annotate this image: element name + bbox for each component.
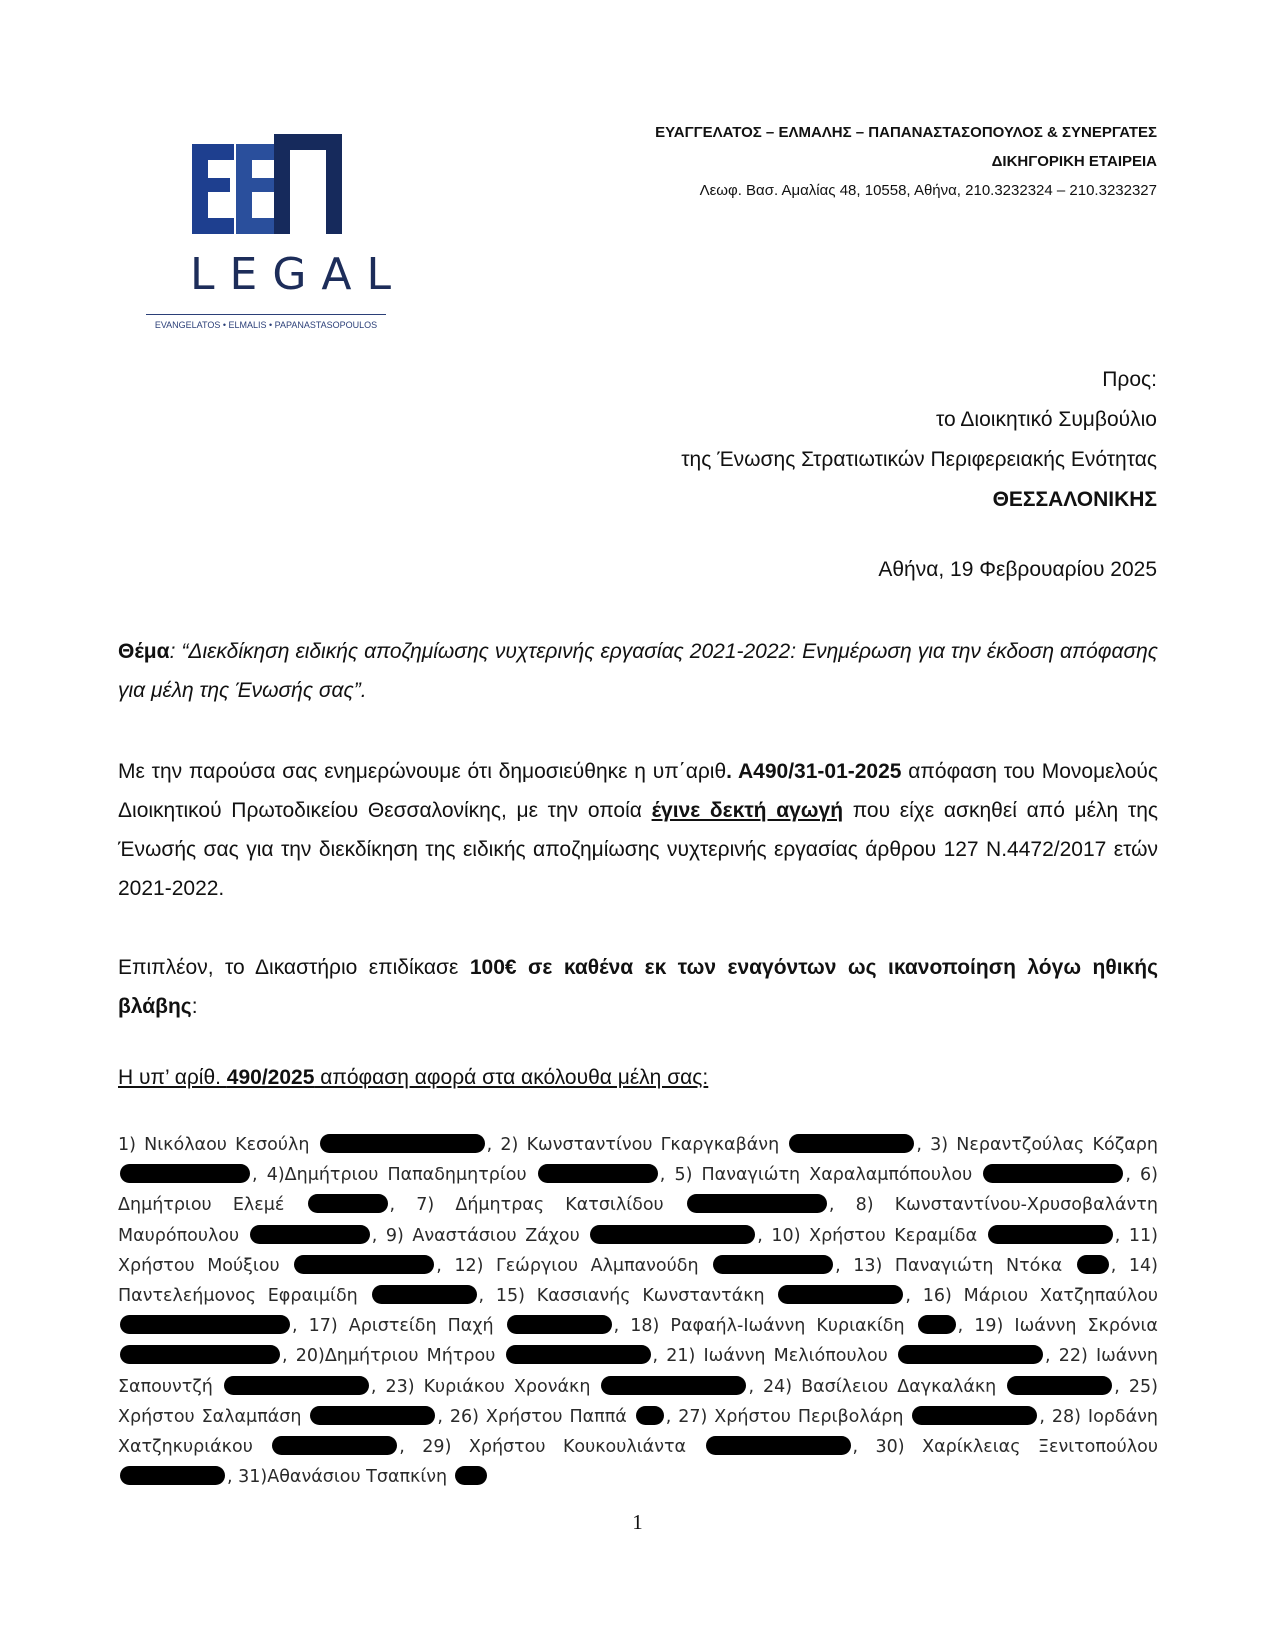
member-name: 25) Χρήστου Σαλαμπάση [118,1376,1158,1427]
member-item [450,1407,666,1427]
p1-text-1: Με την παρούσα σας ενημερώνουμε ότι δημοσιεύθηκε η υπ΄αριθ [118,760,727,783]
recipient-line1: το Διοικητικό Συμβούλιο [936,408,1157,431]
paragraph-decision [118,752,1158,908]
redaction-bar [713,1255,833,1274]
redaction-bar [320,1134,485,1153]
member-name: 14) Παντελεήμονος Εφραιμίδη [118,1255,1158,1307]
redaction-bar [636,1406,664,1425]
member-name: 17) Αριστείδη Παχή [308,1316,494,1337]
redaction-bar [912,1406,1037,1425]
recipient-city: ΘΕΣΣΑΛΟΝΙΚΗΣ [992,488,1157,511]
p1-text-3: που είχε ασκηθεί από μέλη της Ένωσής σας για την διεκδίκηση της ειδικής αποζημίωσης νυχτερινής εργασίας άρθρου 127 Ν.4472/2017 ετών 2021-2022. [118,799,1158,900]
member-name: 20)Δημήτριου Μήτρου [295,1346,496,1367]
decision-number: . Α490/31-01-2025 [726,760,902,783]
redaction-bar [538,1164,658,1183]
member-item [630,1316,957,1336]
logo-subtitle: EVANGELATOS • ELMALIS • PAPANASTASOPOULOS [154,320,378,330]
member-item [385,1377,748,1397]
recipient-line2: της Ένωσης Στρατιωτικών Περιφερειακής Ενότητας [681,448,1157,471]
redaction-bar [1077,1255,1109,1274]
redaction-bar [294,1255,434,1274]
member-name: 11) Χρήστου Μούξιου [118,1225,1158,1276]
member-item [763,1377,1114,1397]
recipient-to: Προς: [1102,368,1157,391]
member-name: 1) Νικόλαου Κεσούλη [118,1135,310,1155]
member-item [386,1226,757,1246]
redaction-bar [507,1315,612,1334]
paragraph-damages [118,948,1158,1026]
redaction-bar [120,1164,250,1183]
member-name: 30) Χαρίκλειας Ξενιτοπούλου [875,1437,1158,1458]
damages-amount: 100€ σε καθένα εκ των εναγόντων ως ικανοποίηση λόγω ηθικής βλάβης [118,956,1159,1018]
member-item [267,1165,660,1185]
member-name: 21) Ιωάννη Μελιόπουλου [666,1346,888,1367]
members-list: 1) Νικόλαου Κεσούλη , 2) Κωνσταντίνου Γκαργκαβάνη , 3) Νεραντζούλας Κόζαρη , 4)Δημήτριου Παπαδημητρίου , 5) Παναγιώτη Χαραλαμπόπουλου , 6) Δημήτριου Ελεμέ , 7) Δήμητρας Κατσιλίδου , 8) Κωνσταντίνου-Χρυσοβαλάντη Μαυρόπουλου , 9) Αναστάσιου Ζάχου , 10) Χρήστου Κεραμίδα , 11) Χρήστου Μούξιου , 12) Γεώργιου Αλμπανούδη , 13) Παναγιώτη Ντόκα , 14) Παντελεήμονος Εφραιμίδη , 15) Κασσιανής Κωνσταντάκη , 16) Μάριου Χατζηπαύλου , 17) Αριστείδη Παχή , 18) Ραφαήλ-Ιωάννη Κυριακίδη , 19) Ιωάννη Σκρόνια , 20)Δημήτριου Μήτρου , 21) Ιωάννη Μελιόπουλου , 22) Ιωάννη Σαπουντζή , 23) Κυριάκου Χρονάκη , 24) Βασίλειου Δαγκαλάκη , 25) Χρήστου Σαλαμπάση , 26) Χρήστου Παππά , 27) Χρήστου Περιβολάρη , 28) Ιορδάνη Χατζηκυριάκου , 29) Χρήστου Κουκουλιάντα , 30) Χαρίκλειας Ξενιτοπούλου , 31)Αθανάσιου Τσαπκίνη [118,1135,1158,1488]
redaction-bar [590,1225,755,1244]
subject-label: Θέμα [118,640,170,663]
logo-mark-icon [192,134,342,244]
redaction-bar [506,1345,651,1364]
member-name: 24) Βασίλειου Δαγκαλάκη [763,1376,997,1397]
member-item [853,1256,1111,1276]
member-item [500,1135,916,1155]
member-name: 23) Κυριάκου Χρονάκη [385,1376,591,1397]
logo-rule [146,314,386,315]
member-name: 8) Κωνσταντίνου-Χρυσοβαλάντη Μαυρόπουλου [118,1195,1158,1246]
redaction-bar [120,1345,280,1364]
member-item [674,1165,1125,1185]
claim-accepted: έγινε δεκτή αγωγή [651,799,844,822]
list-title-text-1: Η υπ’ αρίθ. [118,1066,227,1089]
member-name: 16) Μάριου Χατζηπαύλου [922,1286,1158,1307]
member-item [422,1437,852,1457]
redaction-bar [601,1376,746,1395]
member-item [296,1346,653,1366]
member-name: 27) Χρήστου Περιβολάρη [678,1406,904,1427]
member-item [678,1407,1039,1427]
redaction-bar [120,1466,225,1485]
redaction-bar [983,1164,1123,1183]
member-name: 6) Δημήτριου Ελεμέ [118,1165,1158,1216]
logo-wordmark: LEGAL [190,249,407,300]
member-name: 29) Χρήστου Κουκουλιάντα [422,1437,687,1458]
recipient-block [681,360,1157,520]
member-name: 19) Ιωάννη Σκρόνια [974,1316,1158,1337]
member-name: 3) Νεραντζούλας Κόζαρη [930,1135,1158,1155]
members-list-title [118,1066,708,1090]
member-item [666,1346,1045,1366]
p2-text-1: Επιπλέον, το Δικαστήριο επιδίκασε [118,956,470,979]
redaction-bar [1007,1376,1112,1395]
firm-address: Λεωφ. Βασ. Αμαλίας 48, 10558, Αθήνα, 210.3232324 – 210.3232327 [699,182,1157,199]
firm-type: ΔΙΚΗΓΟΡΙΚΗ ΕΤΑΙΡΕΙΑ [991,153,1157,170]
member-name: 15) Κασσιανής Κωνσταντάκη [495,1286,765,1307]
redaction-bar [988,1225,1113,1244]
redaction-bar [898,1345,1043,1364]
member-name: 31)Αθανάσιου Τσαπκίνη [238,1467,448,1488]
redaction-bar [778,1285,903,1304]
subject-line [118,632,1158,710]
subject-text: : “Διεκδίκηση ειδικής αποζημίωσης νυχτερινής εργασίας 2021-2022: Ενημέρωση για την έκδοση απόφασης για μέλη της Ένωσής σας”. [118,640,1158,702]
letter-date: Αθήνα, 19 Φεβρουαρίου 2025 [878,558,1157,581]
redaction-bar [120,1315,290,1334]
member-name: 28) Ιορδάνη Χατζηκυριάκου [118,1406,1158,1458]
member-name: 18) Ραφαήλ-Ιωάννη Κυριακίδη [630,1316,905,1337]
member-name: 22) Ιωάννη Σαπουντζή [118,1346,1158,1397]
p2-text-2: : [191,995,198,1018]
page-number: 1 [632,1510,643,1534]
member-item [309,1316,614,1336]
member-name: 4)Δημήτριου Παπαδημητρίου [266,1165,527,1186]
member-name: 10) Χρήστου Κεραμίδα [771,1225,978,1246]
list-title-text-2: απόφαση αφορά στα ακόλουθα μέλη σας: [314,1066,709,1089]
redaction-bar [918,1315,956,1334]
redaction-bar [372,1285,477,1304]
member-item [238,1467,489,1487]
list-title-decision: 490/2025 [226,1066,315,1089]
firm-name: ΕΥΑΓΓΕΛΑΤΟΣ – ΕΛΜΑΛΗΣ – ΠΑΠΑΝΑΣΤΑΣΟΠΟΥΛΟΣ & ΣΥΝΕΡΓΑΤΕΣ [655,124,1157,141]
member-item [454,1256,835,1276]
redaction-bar [789,1134,914,1153]
member-item [771,1226,1114,1246]
member-name: 5) Παναγιώτη Χαραλαμπόπουλου [674,1165,973,1186]
member-name: 7) Δήμητρας Κατσιλίδου [416,1195,664,1216]
redaction-bar [706,1436,851,1455]
member-item [416,1195,829,1215]
member-name: 12) Γεώργιου Αλμπανούδη [454,1255,699,1276]
redaction-bar [310,1406,435,1425]
member-item [496,1286,906,1306]
firm-header [655,118,1157,205]
redaction-bar [308,1194,388,1213]
member-name: 9) Αναστάσιου Ζάχου [385,1225,580,1246]
member-name: 2) Κωνσταντίνου Γκαργκαβάνη [500,1135,780,1155]
redaction-bar [272,1436,397,1455]
redaction-bar [224,1376,369,1395]
member-name: 13) Παναγιώτη Ντόκα [853,1255,1063,1276]
redaction-bar [455,1466,487,1485]
redaction-bar [687,1194,827,1213]
member-item [118,1135,487,1155]
p1-text-2: απόφαση του Μονομελούς Διοικητικού Πρωτοδικείου Θεσσαλονίκης, με την οποία [118,760,1158,822]
member-name: 26) Χρήστου Παππά [449,1406,627,1427]
redaction-bar [250,1225,370,1244]
firm-logo [118,62,410,358]
